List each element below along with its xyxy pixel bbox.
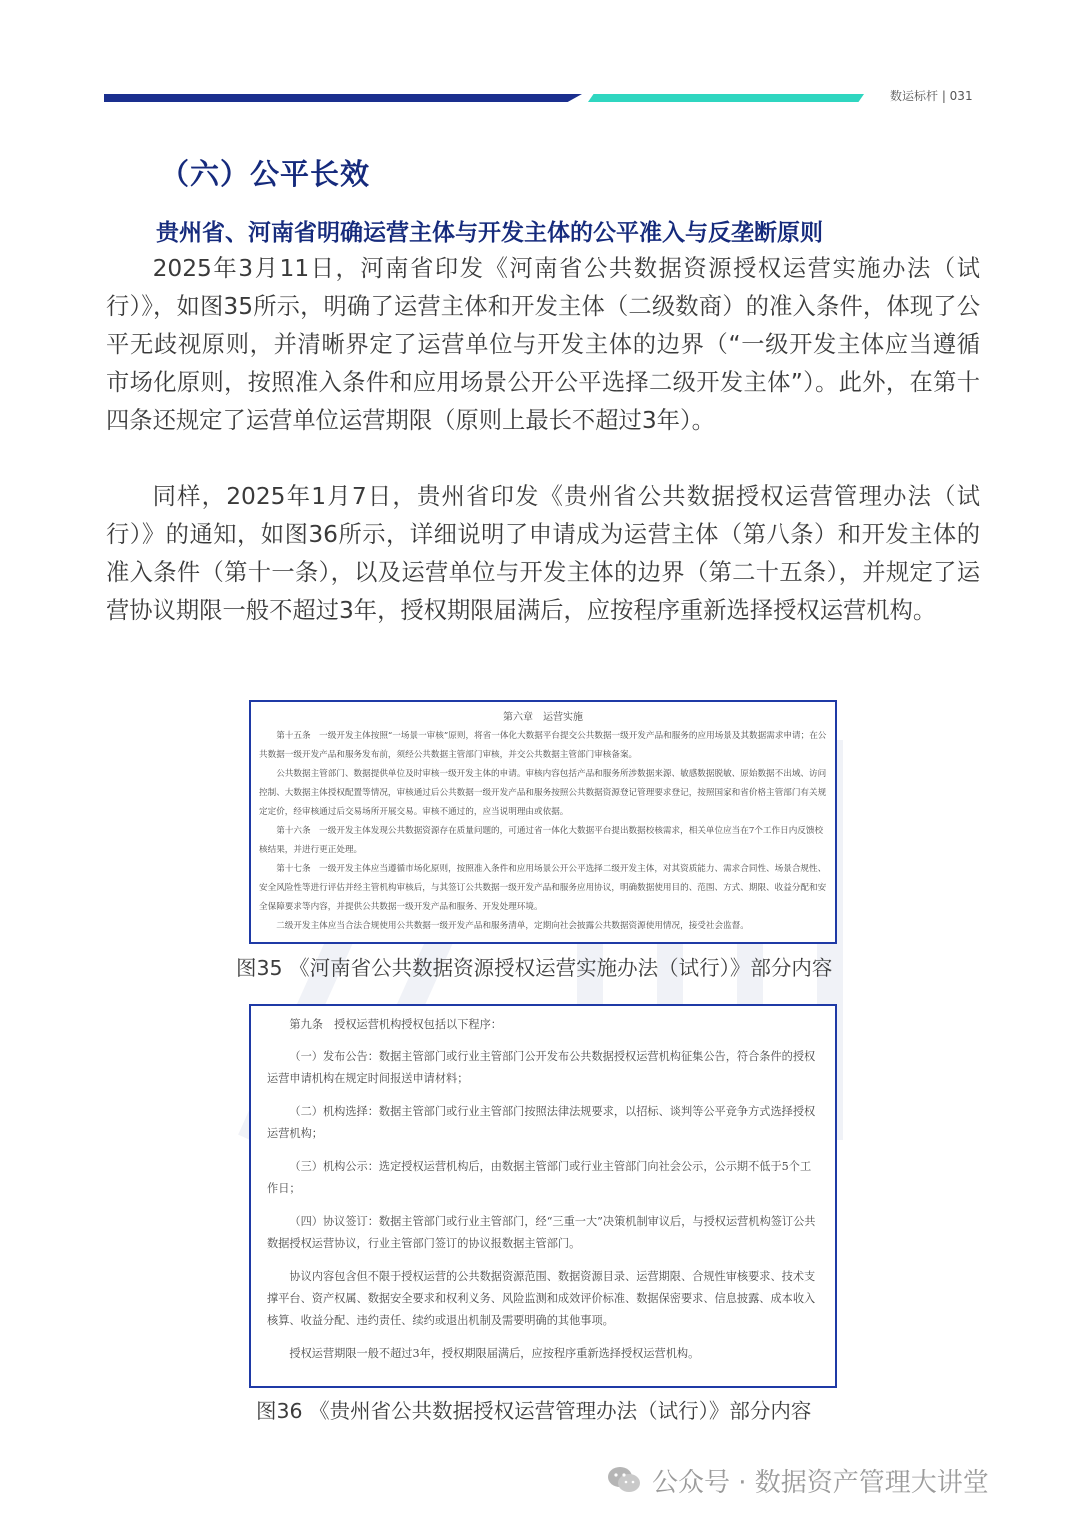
section-title: （六）公平长效 — [160, 157, 371, 191]
footer-text: 公众号 · 数据资产管理大讲堂 — [652, 1467, 989, 1498]
figure-36-paragraph: 第九条 授权运营机构授权包括以下程序： — [289, 1018, 502, 1031]
body-paragraph-1: 2025年3月11日，河南省印发《河南省公共数据资源授权运营实施办法（试行）》，如图35所示，明确了运营主体和开发主体（二级数商）的准入条件，体现了公平无歧视原则，并清晰界定了运营单位与开发主体的边界（“一级开发主体应当遵循市场化原则，按照准入条件和应用场景公开公平选择二级开发主体”）。此外，在第十四条还规定了运营单位运营期限（原则上最长不超过3年）。 — [106, 255, 980, 434]
figure-36-paragraph: 协议内容包含但不限于授权运营的公共数据资源范围、数据资源目录、运营期限、合规性审核要求、技术支撑平台、资产权属、数据安全要求和权利义务、风险监测和成效评价标准、数据保密要求、信息披露、成本收入核算、收益分配、违约责任、续约或退出机制及需要明确的其他事项。 — [267, 1270, 816, 1327]
page-label: 数运标杆 | 031 — [890, 89, 973, 103]
figure-35-paragraph: 第十六条 一级开发主体发现公共数据资源存在质量问题的，可通过省一体化大数据平台提出数据校核需求，相关单位应当在7个工作日内反馈校核结果，并进行更正处理。 — [259, 826, 824, 855]
header-bar-teal — [588, 94, 864, 102]
figure-35-heading: 第六章 运营实施 — [503, 712, 583, 723]
figure-35-caption: 图35 《河南省公共数据资源授权运营实施办法（试行）》部分内容 — [236, 956, 833, 980]
figure-36-paragraph: （一）发布公告：数据主管部门或行业主管部门公开发布公共数据授权运营机构征集公告，符合条件的授权运营申请机构在规定时间报送申请材料； — [267, 1050, 816, 1085]
figure-35-paragraph: 二级开发主体应当合法合规使用公共数据一级开发产品和服务清单，定期向社会披露公共数据资源使用情况，接受社会监督。 — [276, 921, 749, 931]
header-bar-blue — [104, 94, 582, 102]
wechat-icon — [606, 1465, 642, 1495]
figure-36-caption: 图36 《贵州省公共数据授权运营管理办法（试行）》部分内容 — [256, 1399, 812, 1423]
figure-35-paragraph: 公共数据主管部门、数据提供单位及时审核一级开发主体的申请。审核内容包括产品和服务所涉数据来源、敏感数据脱敏、原始数据不出域、访问控制、大数据主体授权配置等情况，审核通过后公共数据一级开发产品和服务按照公共数据资源登记管理要求登记，按照国家和省价格主管部门有关规定定价，经审核通过后交易场所开展交易。审核不通过的，应当说明理由或依据。 — [259, 769, 827, 817]
footer-watermark — [606, 1460, 989, 1500]
sub-heading: 贵州省、河南省明确运营主体与开发主体的公平准入与反垄断原则 — [156, 220, 823, 246]
figure-36-paragraph: 授权运营期限一般不超过3年，授权期限届满后，应按程序重新选择授权运营机构。 — [289, 1347, 700, 1360]
body-paragraph-2: 同样，2025年1月7日，贵州省印发《贵州省公共数据授权运营管理办法（试行）》的通知，如图36所示，详细说明了申请成为运营主体（第八条）和开发主体的准入条件（第十一条），以及运营单位与开发主体的边界（第二十五条），并规定了运营协议期限一般不超过3年，授权期限届满后，应按程序重新选择授权运营机构。 — [106, 483, 980, 624]
figure-36-paragraph: （二）机构选择：数据主管部门或行业主管部门按照法律法规要求，以招标、谈判等公平竞争方式选择授权运营机构； — [267, 1105, 816, 1140]
figure-36-paragraph: （四）协议签订：数据主管部门或行业主管部门，经“三重一大”决策机制审议后，与授权运营机构签订公共数据授权运营协议，行业主管部门签订的协议报数据主管部门。 — [267, 1215, 816, 1250]
figure-36-paragraph: （三）机构公示：选定授权运营机构后，由数据主管部门或行业主管部门向社会公示，公示期不低于5个工作日； — [267, 1160, 812, 1195]
figure-36 — [249, 1004, 837, 1388]
figure-35-paragraph: 第十七条 一级开发主体应当遵循市场化原则，按照准入条件和应用场景公开公平选择二级开发主体，对其资质能力、需求合同性、场景合规性、安全风险性等进行评估并经主管机构审核后，与其签订公共数据一级开发产品和服务应用协议，明确数据使用目的、范围、方式、期限、收益分配和安全保障要求等内容，并提供公共数据一级开发产品和服务、开发处理环境。 — [259, 864, 827, 912]
figure-35 — [249, 700, 837, 944]
figure-35-paragraph: 第十五条 一级开发主体按照“一场景一审核”原则，将省一体化大数据平台提交公共数据一级开发产品和服务的应用场景及其数据需求申请；在公共数据一级开发产品和服务发布前，须经公共数据主管部门审核，并交公共数据主管部门审核备案。 — [259, 731, 827, 760]
